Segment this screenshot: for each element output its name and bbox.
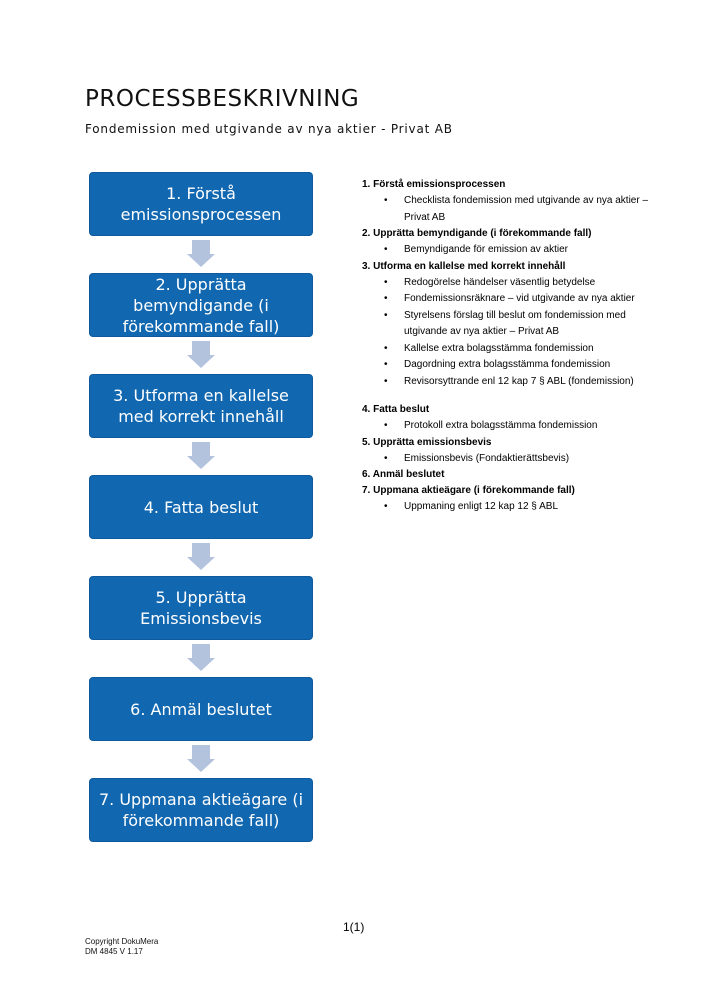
checklist-item-text: Uppmaning enligt 12 kap 12 § ABL [404, 501, 558, 512]
checklist-item-text: Revisorsyttrande enl 12 kap 7 § ABL (fondemission) [404, 375, 634, 387]
checklist-step-title: 3. Utforma en kallelse med korrekt innehåll [362, 260, 566, 272]
checklist-step-3 [362, 259, 662, 391]
down-arrow-icon [89, 640, 313, 677]
bullet-icon: • [384, 342, 388, 354]
checklist-item-text: Fondemissionsräknare – vid utgivande av nya aktier [404, 293, 635, 304]
down-arrow-icon [89, 539, 313, 576]
checklist-step-2 [362, 226, 662, 259]
bullet-icon: • [384, 501, 388, 512]
checklist-item-text: Protokoll extra bolagsstämma fondemission [404, 420, 598, 431]
bullet-icon: • [384, 309, 388, 321]
bullet-icon: • [384, 293, 388, 304]
checklist-step-1 [362, 177, 662, 226]
checklist-item [362, 275, 662, 292]
checklist-step-5 [362, 435, 662, 468]
page-subtitle: Fondemission med utgivande av nya aktier - Privat AB [85, 122, 453, 136]
checklist-step-4 [362, 402, 662, 435]
flow-step-2: 2. Upprätta bemyndigande (i förekommande fall) [89, 273, 313, 337]
checklist-item-text: Kallelse extra bolagsstämma fondemission [404, 342, 594, 354]
process-flowchart [89, 172, 313, 842]
checklist-step-title: 6. Anmäl beslutet [362, 469, 445, 480]
bullet-icon: • [384, 244, 388, 255]
bullet-icon: • [384, 375, 388, 387]
flow-step-5: 5. Upprätta Emissionsbevis [89, 576, 313, 640]
checklist-item-text: Emissionsbevis (Fondaktierättsbevis) [404, 452, 570, 464]
checklist-item-text: Bemyndigande för emission av aktier [404, 244, 568, 255]
copyright-text: Copyright DokuMera [85, 937, 159, 946]
checklist-item [362, 499, 662, 516]
footer [85, 937, 158, 957]
flow-step-7: 7. Uppmana aktieägare (i förekommande fall) [89, 778, 313, 842]
checklist [362, 177, 662, 516]
flow-step-1: 1. Förstå emissionsprocessen [89, 172, 313, 236]
checklist-item [362, 193, 662, 226]
document-id: DM 4845 V 1.17 [85, 947, 143, 956]
checklist-item [362, 308, 662, 341]
bullet-icon: • [384, 276, 388, 288]
checklist-step-title: 7. Uppmana aktieägare (i förekommande fall) [362, 485, 575, 496]
flow-step-3: 3. Utforma en kallelse med korrekt innehåll [89, 374, 313, 438]
flow-step-6: 6. Anmäl beslutet [89, 677, 313, 741]
page-title: PROCESSBESKRIVNING [85, 86, 360, 112]
checklist-step-6 [362, 467, 662, 483]
checklist-step-title: 4. Fatta beslut [362, 404, 430, 415]
checklist-step-title: 2. Upprätta bemyndigande (i förekommande fall) [362, 228, 592, 239]
checklist-item [362, 357, 662, 374]
flow-step-4: 4. Fatta beslut [89, 475, 313, 539]
checklist-step-7 [362, 483, 662, 516]
checklist-item [362, 374, 662, 391]
checklist-step-title: 1. Förstå emissionsprocessen [362, 179, 506, 190]
down-arrow-icon [89, 337, 313, 374]
checklist-step-title: 5. Upprätta emissionsbevis [362, 436, 492, 448]
checklist-item [362, 341, 662, 358]
bullet-icon: • [384, 359, 388, 370]
bullet-icon: • [384, 420, 388, 431]
down-arrow-icon [89, 741, 313, 778]
page-number: 1(1) [343, 920, 365, 934]
checklist-item [362, 451, 662, 468]
checklist-item [362, 242, 662, 259]
checklist-item [362, 418, 662, 435]
checklist-item-text: Redogörelse händelser väsentlig betydelse [404, 276, 596, 288]
down-arrow-icon [89, 236, 313, 273]
checklist-item-text: Styrelsens förslag till beslut om fondemission med utgivande av nya aktier – Privat AB [404, 309, 626, 337]
bullet-icon: • [384, 452, 388, 464]
checklist-item-text: Checklista fondemission med utgivande av nya aktier – Privat AB [404, 195, 649, 223]
bullet-icon: • [384, 195, 388, 206]
checklist-item [362, 291, 662, 308]
checklist-item-text: Dagordning extra bolagsstämma fondemission [404, 359, 611, 370]
down-arrow-icon [89, 438, 313, 475]
